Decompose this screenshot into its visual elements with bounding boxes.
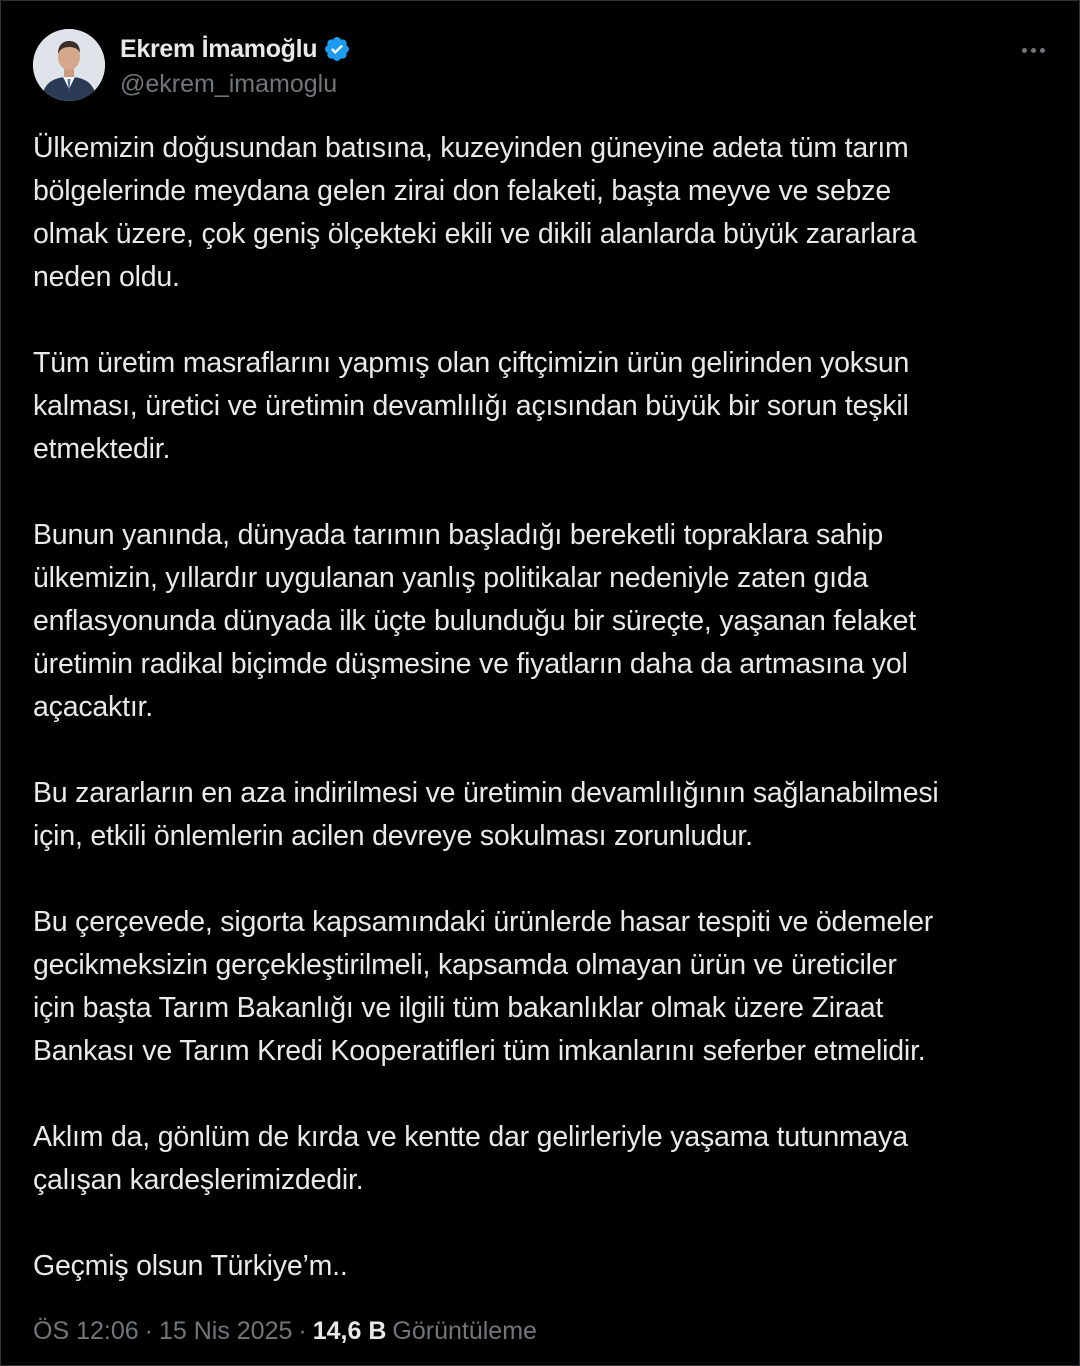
author-display-name[interactable]: Ekrem İmamoğlu [120, 34, 318, 63]
profile-photo-icon [33, 29, 105, 101]
tweet-time[interactable]: ÖS 12:06 [33, 1317, 139, 1345]
tweet-text [33, 127, 1049, 1288]
verified-badge-icon[interactable] [323, 35, 351, 63]
tweet-paragraph: Bunun yanında, dünyada tarımın başladığı bereketli topraklara sahip ülkemizin, yıllardır uygulanan yanlış politikalar nedeniyle zaten gıda enflasyonunda dünyada ilk üçte bulunduğu bir süreçte, yaşanan felaket üretimin radikal biçimde düşmesine ve fiyatların daha da artmasına yol açacaktır. [33, 519, 916, 723]
views-label: Görüntüleme [392, 1317, 537, 1345]
ellipsis-icon [1031, 48, 1036, 53]
tweet-paragraph: Aklım da, gönlüm de kırda ve kentte dar gelirleriyle yaşama tutunmaya çalışan kardeşlerimizdedir. [33, 1121, 908, 1196]
tweet-paragraph: Geçmiş olsun Türkiye’m.. [33, 1250, 348, 1282]
tweet-meta [33, 1317, 537, 1346]
avatar[interactable] [33, 29, 105, 101]
tweet-header [33, 29, 1053, 105]
tweet-paragraph: Bu zararların en aza indirilmesi ve üretimin devamlılığının sağlanabilmesi için, etkili önlemlerin acilen devreye sokulması zorunludur. [33, 777, 939, 852]
meta-separator: · [144, 1317, 153, 1345]
tweet-date[interactable]: 15 Nis 2025 [158, 1317, 293, 1345]
views-count: 14,6 B [312, 1317, 387, 1345]
ellipsis-icon [1022, 48, 1027, 53]
author-name-row [120, 33, 351, 65]
tweet-paragraph: Tüm üretim masraflarını yapmış olan çiftçimizin ürün gelirinden yoksun kalması, üretici ve üretimin devamlılığı açısından büyük bir sorun teşkil etmektedir. [33, 347, 910, 465]
tweet-paragraph: Bu çerçevede, sigorta kapsamındaki ürünlerde hasar tespiti ve ödemeler gecikmeksizin gerçekleştirilmeli, kapsamda olmayan ürün ve üreticiler için başta Tarım Bakanlığı ve ilgili tüm bakanlıklar olmak üzere Ziraat Bankası ve Tarım Kredi Kooperatifleri tüm imkanlarını seferber etmelidir. [33, 906, 934, 1067]
more-options-button[interactable] [1013, 35, 1053, 65]
author-handle[interactable]: @ekrem_imamoglu [120, 70, 338, 98]
tweet-paragraph: Ülkemizin doğusundan batısına, kuzeyinden güneyine adeta tüm tarım bölgelerinde meydana gelen zirai don felaketi, başta meyve ve sebze olmak üzere, çok geniş ölçekteki ekili ve dikili alanlarda büyük zararlara neden oldu. [33, 132, 917, 293]
ellipsis-icon [1040, 48, 1045, 53]
meta-separator: · [298, 1317, 307, 1345]
